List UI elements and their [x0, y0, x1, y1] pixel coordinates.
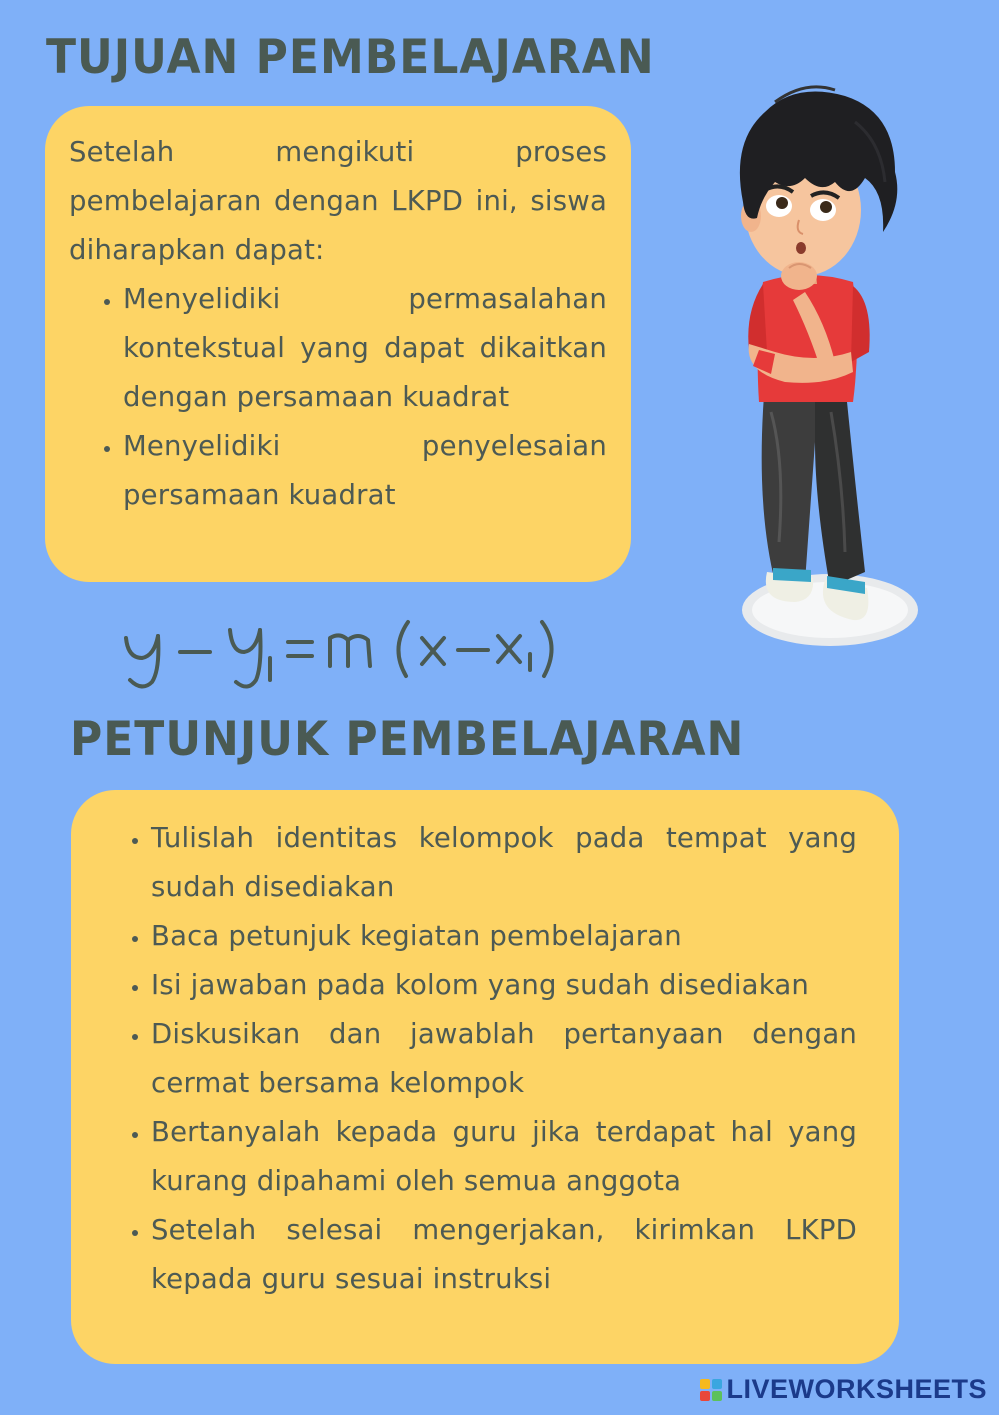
instruction-item: • Diskusikan dan jawablah pertanyaan dengan cermat bersama kelompok [151, 1010, 857, 1108]
instruction-item: • Bertanyalah kepada guru jika terdapat hal yang kurang dipahami oleh semua anggota [151, 1108, 857, 1206]
instructions-list [111, 814, 857, 1304]
learning-instructions-card [71, 790, 899, 1364]
liveworksheets-logo-icon [700, 1379, 722, 1401]
instruction-item: • Isi jawaban pada kolom yang sudah disediakan [151, 961, 857, 1010]
section-title-tujuan: TUJUAN PEMBELAJARAN [46, 29, 655, 86]
liveworksheets-brand [700, 1374, 987, 1405]
handwritten-formula [118, 600, 568, 700]
instruction-item: • Setelah selesai mengerjakan, kirimkan LKPD kepada guru sesuai instruksi [151, 1206, 857, 1304]
objectives-intro: Setelah mengikuti proses pembelajaran dengan LKPD ini, siswa diharapkan dapat: [69, 136, 607, 266]
instruction-item: • Tulislah identitas kelompok pada tempat yang sudah disediakan [151, 814, 857, 912]
instruction-item: • Baca petunjuk kegiatan pembelajaran [151, 912, 857, 961]
learning-objectives-card [45, 106, 631, 582]
brand-text: LIVEWORKSHEETS [726, 1374, 987, 1404]
objective-item: • Menyelidiki penyelesaian persamaan kuadrat [123, 422, 607, 520]
thinking-boy-illustration [735, 82, 925, 652]
section-title-petunjuk: PETUNJUK PEMBELAJARAN [70, 711, 745, 768]
objectives-list [69, 275, 607, 520]
objective-item: • Menyelidiki permasalahan kontekstual yang dapat dikaitkan dengan persamaan kuadrat [123, 275, 607, 422]
